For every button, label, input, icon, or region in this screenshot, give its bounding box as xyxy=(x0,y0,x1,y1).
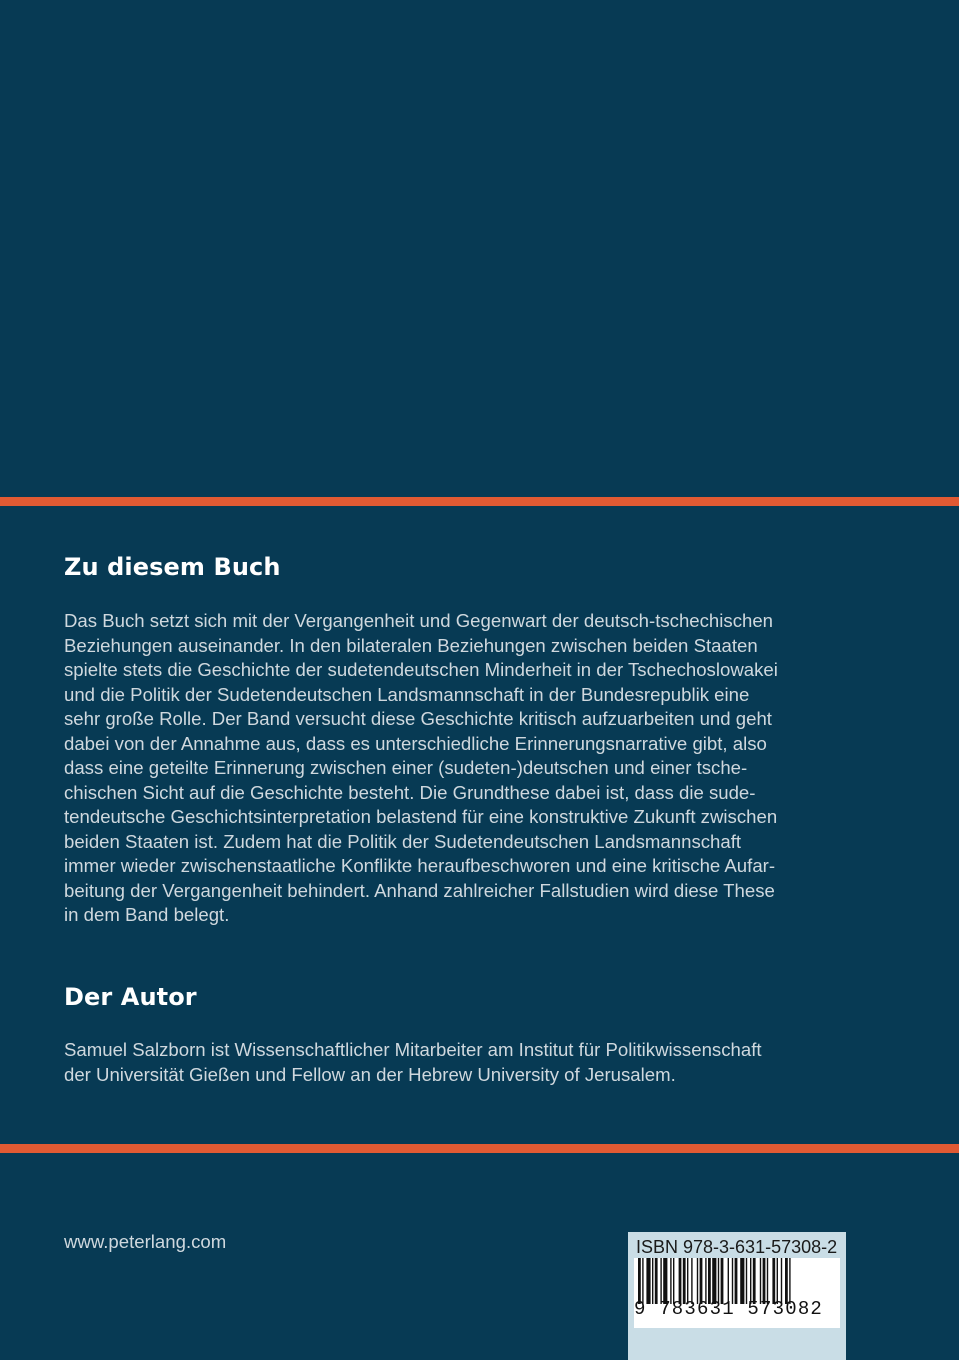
text-line: Samuel Salzborn ist Wissenschaftlicher Mitarbeiter am Institut für Politikwissenschaft xyxy=(64,1039,762,1060)
text-line: und die Politik der Sudetendeutschen Landsmannschaft in der Bundesrepublik eine xyxy=(64,683,750,705)
isbn-barcode-panel xyxy=(628,1232,846,1360)
about-book-text xyxy=(64,609,854,928)
text-line: dabei von der Annahme aus, dass es unterschiedliche Erinnerungsnarrative gibt, also xyxy=(64,732,767,754)
text-line: beiden Staaten ist. Zudem hat die Politik der Sudetendeutschen Landsmannschaft xyxy=(64,830,742,852)
text-line: Beziehungen auseinander. In den bilateralen Beziehungen zwischen beiden Staaten xyxy=(64,634,758,656)
about-author-text xyxy=(64,1038,854,1087)
text-line: chischen Sicht auf die Geschichte besteht. Die Grundthese dabei ist, dass die sude- xyxy=(64,781,756,803)
barcode-digits: 9 783631 573082 xyxy=(634,1298,824,1320)
isbn-label: ISBN 978-3-631-57308-2 xyxy=(636,1237,838,1257)
text-line: immer wieder zwischenstaatliche Konflikte heraufbeschworen und eine kritische Aufar- xyxy=(64,855,776,876)
about-book-heading: Zu diesem Buch xyxy=(64,553,281,581)
publisher-website: www.peterlang.com xyxy=(64,1231,227,1252)
text-line: tendeutsche Geschichtsinterpretation belastend für eine konstruktive Zukunft zwischen xyxy=(64,806,778,827)
about-author-heading: Der Autor xyxy=(64,983,197,1011)
text-line: der Universität Gießen und Fellow an der Hebrew University of Jerusalem. xyxy=(64,1063,676,1085)
text-line: sehr große Rolle. Der Band versucht diese Geschichte kritisch aufzuarbeiten und geht xyxy=(64,708,772,729)
bottom-accent-stripe xyxy=(0,1144,959,1153)
text-line: beitung der Vergangenheit behindert. Anhand zahlreicher Fallstudien wird diese These xyxy=(64,879,775,901)
text-line: in dem Band belegt. xyxy=(64,904,230,925)
top-accent-stripe xyxy=(0,497,959,506)
text-line: spielte stets die Geschichte der sudetendeutschen Minderheit in der Tschechoslowakei xyxy=(64,659,778,680)
text-line: Das Buch setzt sich mit der Vergangenheit und Gegenwart der deutsch-tschechischen xyxy=(64,610,774,631)
text-line: dass eine geteilte Erinnerung zwischen einer (sudeten-)deutschen und einer tsche- xyxy=(64,757,748,778)
